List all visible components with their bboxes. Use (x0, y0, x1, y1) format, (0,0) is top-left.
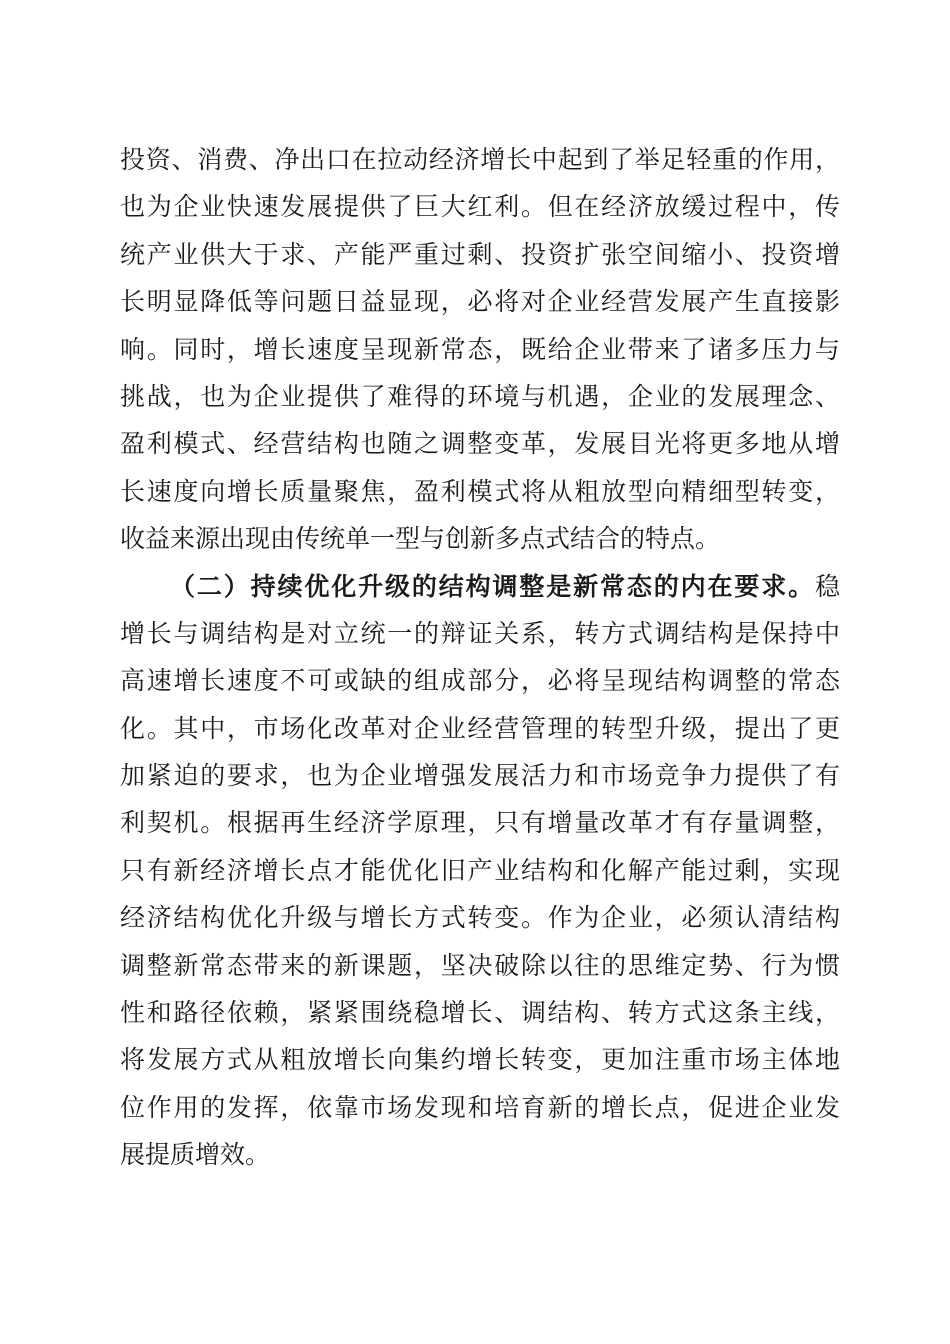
paragraph-line: 统产业供大于求、产能严重过剩、投资扩张空间缩小、投资增 (120, 239, 840, 269)
paragraph-line: 挑战，也为企业提供了难得的环境与机遇，企业的发展理念、 (120, 381, 840, 411)
paragraph-line: 长明显降低等问题日益显现，必将对企业经营发展产生直接影 (120, 287, 840, 317)
paragraph-line: 性和路径依赖，紧紧围绕稳增长、调结构、转方式这条主线， (120, 998, 840, 1028)
section-heading: （二）持续优化升级的结构调整是新常态的内在要求。 (170, 571, 815, 601)
paragraph-line: 也为企业快速发展提供了巨大红利。但在经济放缓过程中，传 (120, 192, 840, 222)
paragraph-line: 响。同时，增长速度呈现新常态，既给企业带来了诸多压力与 (120, 334, 840, 364)
paragraph-line: 只有新经济增长点才能优化旧产业结构和化解产能过剩，实现 (120, 855, 840, 885)
paragraph-line: 高速增长速度不可或缺的组成部分，必将呈现结构调整的常态 (120, 666, 840, 696)
paragraph-first-line (120, 563, 840, 610)
paragraph-line: 加紧迫的要求，也为企业增强发展活力和市场竞争力提供了有 (120, 761, 840, 791)
paragraph-line: 投资、消费、净出口在拉动经济增长中起到了举足轻重的作用， (120, 145, 840, 174)
paragraph-line: 展提质增效。 (120, 1140, 271, 1170)
paragraph-line: 化。其中，市场化改革对企业经营管理的转型升级，提出了更 (120, 713, 840, 743)
paragraph-line: 利契机。根据再生经济学原理，只有增量改革才有存量调整， (120, 808, 840, 838)
paragraph-line: 经济结构优化升级与增长方式转变。作为企业，必须认清结构 (120, 903, 840, 933)
paragraph-line: 调整新常态带来的新课题，坚决破除以往的思维定势、行为惯 (120, 950, 840, 980)
paragraph-1 (120, 136, 840, 563)
paragraph-2 (120, 563, 840, 1179)
body-text (120, 136, 840, 1179)
paragraph-line-rest: 稳 (814, 571, 840, 601)
paragraph-line: 长速度向增长质量聚焦，盈利模式将从粗放型向精细型转变， (120, 476, 840, 506)
paragraph-line: 将发展方式从粗放增长向集约增长转变，更加注重市场主体地 (120, 1045, 840, 1075)
paragraph-line: 盈利模式、经营结构也随之调整变革，发展目光将更多地从增 (120, 429, 840, 459)
paragraph-line: 增长与调结构是对立统一的辩证关系，转方式调结构是保持中 (120, 618, 840, 648)
paragraph-line: 位作用的发挥，依靠市场发现和培育新的增长点，促进企业发 (120, 1092, 840, 1122)
paragraph-line: 收益来源出现由传统单一型与创新多点式结合的特点。 (120, 524, 721, 554)
